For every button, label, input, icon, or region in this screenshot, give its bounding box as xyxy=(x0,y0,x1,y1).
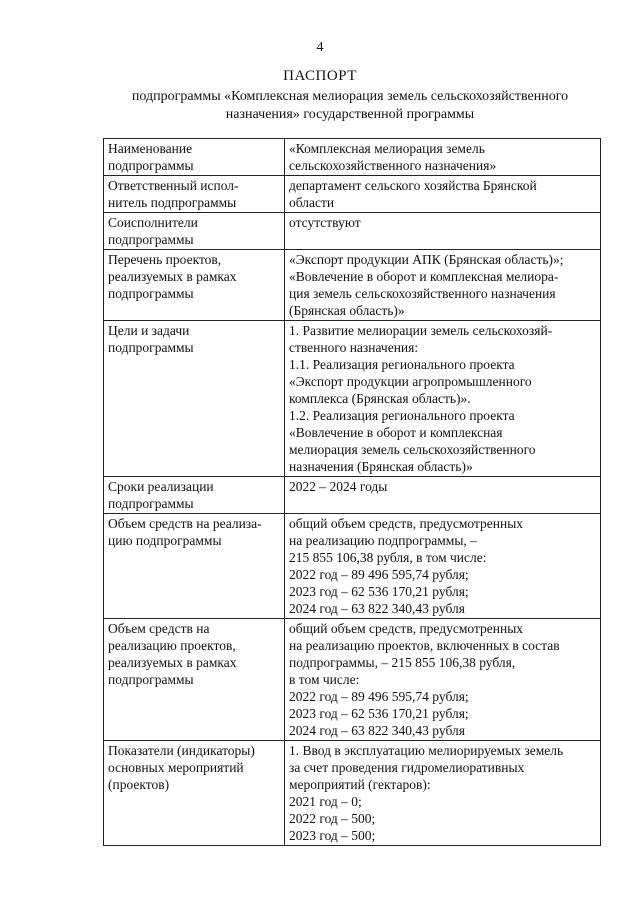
row-value-line: 1. Развитие мелиорации земель сельскохозяй- xyxy=(289,323,553,338)
row-value-line: «Комплексная мелиорация земель xyxy=(289,141,485,156)
row-value-line: мелиорация земель сельскохозяйственного xyxy=(289,442,536,457)
row-value-line: общий объем средств, предусмотренных xyxy=(289,516,524,531)
row-label-cell xyxy=(104,619,285,741)
row-label-line: нитель подпрограммы xyxy=(108,195,237,210)
row-label-line: подпрограммы xyxy=(108,158,194,173)
row-label-line: (проектов) xyxy=(108,777,170,792)
row-value-line: 215 855 106,38 рубля, в том числе: xyxy=(289,550,487,565)
row-label-line: реализуемых в рамках xyxy=(108,655,237,670)
row-label-line: реализуемых в рамках xyxy=(108,269,237,284)
row-value-line: 2024 год – 63 822 340,43 рубля xyxy=(289,601,465,616)
row-value-line: 2022 год – 89 496 595,74 рубля; xyxy=(289,689,469,704)
row-value-line: «Экспорт продукции АПК (Брянская область)»; xyxy=(289,252,564,267)
row-label-cell xyxy=(104,741,285,846)
row-value-line: «Экспорт продукции агропромышленного xyxy=(289,374,532,389)
row-value-line: на реализацию подпрограммы, – xyxy=(289,533,477,548)
subtitle-line: назначения» государственной программы xyxy=(225,107,475,122)
row-value-cell xyxy=(285,477,601,514)
row-value-cell xyxy=(285,139,601,176)
row-value-line: «Вовлечение в оборот и комплексная мелиора- xyxy=(289,269,559,284)
row-value-line: сельскохозяйственного назначения» xyxy=(289,158,497,173)
row-value-cell xyxy=(285,514,601,619)
row-value-line: 1. Ввод в эксплуатацию мелиорируемых земель xyxy=(289,743,564,758)
row-value-line: департамент сельского хозяйства Брянской xyxy=(289,178,537,193)
row-label-line: Соисполнители xyxy=(108,215,198,230)
table-row xyxy=(104,213,601,250)
row-label-line: цию подпрограммы xyxy=(108,533,222,548)
row-value-line: на реализацию проектов, включенных в состав xyxy=(289,638,560,653)
row-value-line: 2021 год – 0; xyxy=(289,794,362,809)
row-value-line: назначения (Брянская область)» xyxy=(289,459,473,474)
row-label-line: подпрограммы xyxy=(108,286,194,301)
table-row xyxy=(104,514,601,619)
row-value-cell xyxy=(285,213,601,250)
row-label-line: подпрограммы xyxy=(108,496,194,511)
table-row xyxy=(104,250,601,321)
row-value-line: за счет проведения гидромелиоративных xyxy=(289,760,525,775)
passport-table-body xyxy=(104,139,601,846)
row-label-line: подпрограммы xyxy=(108,672,194,687)
row-label-cell xyxy=(104,213,285,250)
row-value-line: 2023 год – 62 536 170,21 рубля; xyxy=(289,584,469,599)
row-value-line: мероприятий (гектаров): xyxy=(289,777,431,792)
row-value-line: 2022 год – 89 496 595,74 рубля; xyxy=(289,567,469,582)
row-label-line: подпрограммы xyxy=(108,340,194,355)
row-value-line: (Брянская область)» xyxy=(289,303,405,318)
row-value-line: подпрограммы, – 215 855 106,38 рубля, xyxy=(289,655,516,670)
row-value-line: ция земель сельскохозяйственного назначения xyxy=(289,286,556,301)
row-label-cell xyxy=(104,250,285,321)
row-value-line: комплекса (Брянская область)». xyxy=(289,391,471,406)
row-label-cell xyxy=(104,176,285,213)
passport-table xyxy=(103,138,601,846)
row-label-line: Наименование xyxy=(108,141,193,156)
table-row xyxy=(104,741,601,846)
document-subtitle xyxy=(90,88,610,124)
subtitle-line: подпрограммы «Комплексная мелиорация земель сельскохозяйственного xyxy=(131,89,569,104)
row-label-line: Сроки реализации xyxy=(108,479,214,494)
row-label-cell xyxy=(104,477,285,514)
row-value-line: общий объем средств, предусмотренных xyxy=(289,621,524,636)
row-label-line: Показатели (индикаторы) xyxy=(108,743,255,758)
row-value-cell xyxy=(285,250,601,321)
row-label-line: Ответственный испол- xyxy=(108,178,239,193)
row-label-line: реализацию проектов, xyxy=(108,638,236,653)
row-value-line: 2023 год – 500; xyxy=(289,828,376,843)
row-value-line: «Вовлечение в оборот и комплексная xyxy=(289,425,503,440)
row-value-line: 2024 год – 63 822 340,43 рубля xyxy=(289,723,465,738)
row-value-line: 1.2. Реализация регионального проекта xyxy=(289,408,515,423)
row-value-line: в том числе: xyxy=(289,672,360,687)
row-value-line: 2022 год – 500; xyxy=(289,811,376,826)
row-label-cell xyxy=(104,321,285,477)
table-row xyxy=(104,477,601,514)
row-value-line: 2022 – 2024 годы xyxy=(289,479,388,494)
row-label-cell xyxy=(104,514,285,619)
row-label-line: Цели и задачи xyxy=(108,323,190,338)
table-row xyxy=(104,139,601,176)
row-value-line: 2023 год – 62 536 170,21 рубля; xyxy=(289,706,469,721)
row-label-line: Перечень проектов, xyxy=(108,252,222,267)
row-value-line: ственного назначения: xyxy=(289,340,419,355)
row-value-line: отсутствуют xyxy=(289,215,361,230)
table-row xyxy=(104,619,601,741)
row-value-cell xyxy=(285,321,601,477)
row-value-cell xyxy=(285,741,601,846)
row-label-cell xyxy=(104,139,285,176)
table-row xyxy=(104,176,601,213)
row-value-line: 1.1. Реализация регионального проекта xyxy=(289,357,515,372)
document-title: ПАСПОРТ xyxy=(283,68,357,84)
row-value-line: области xyxy=(289,195,335,210)
row-value-cell xyxy=(285,176,601,213)
row-label-line: Объем средств на xyxy=(108,621,210,636)
row-label-line: Объем средств на реализа- xyxy=(108,516,262,531)
row-label-line: основных мероприятий xyxy=(108,760,244,775)
row-label-line: подпрограммы xyxy=(108,232,194,247)
row-value-cell xyxy=(285,619,601,741)
page-number: 4 xyxy=(316,40,324,55)
table-row xyxy=(104,321,601,477)
